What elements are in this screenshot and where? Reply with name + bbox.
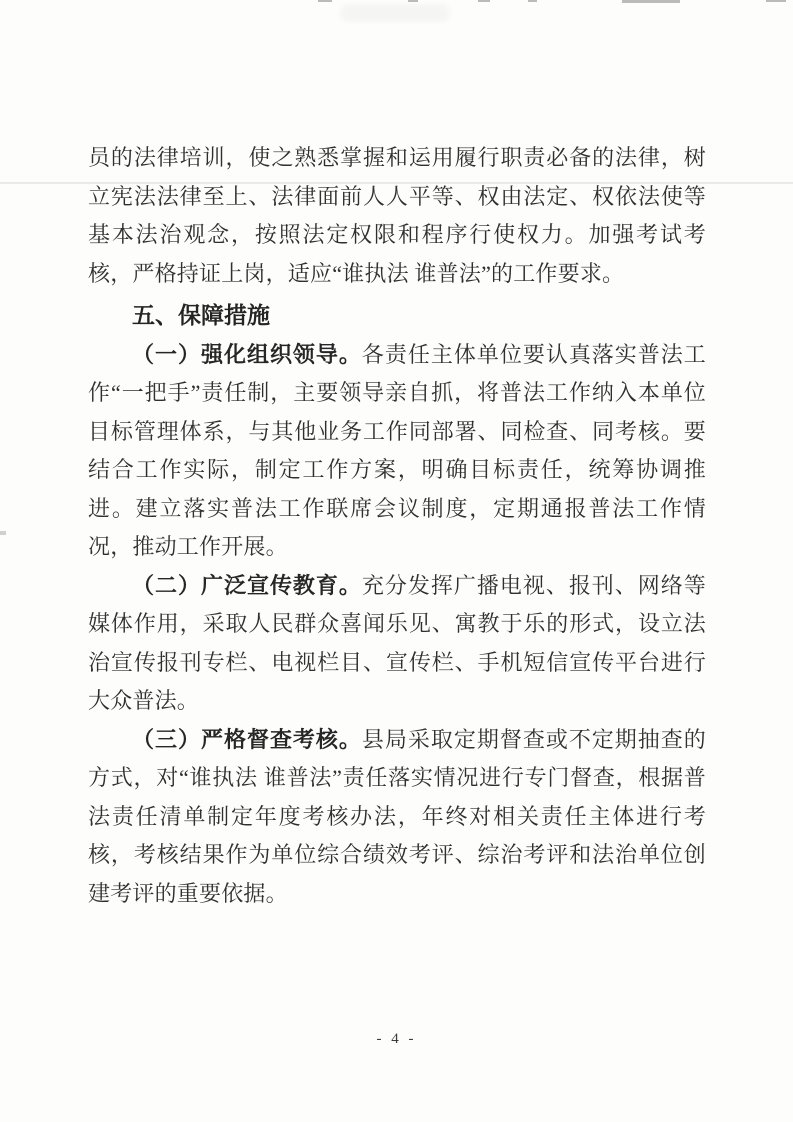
document-body [88,139,706,913]
paragraph-continuation: 员的法律培训，使之熟悉掌握和运用履行职责必备的法律，树立宪法法律至上、法律面前人人平等、权由法定、权依法使等基本法治观念，按照法定权限和程序行使权力。加强考试考核，严格持证上岗，适应“谁执法 谁普法”的工作要求。 [88,145,706,286]
section-heading: 五、保障措施 [132,303,270,328]
item-3-text: 县局采取定期督查或不定期抽查的方式，对“谁执法 谁普法”责任落实情况进行专门督查，根据普法责任清单制定年度考核办法，年终对相关责任主体进行考核，考核结果作为单位综合绩效考评、综治考评和法治单位创建考评的重要依据。 [88,726,706,906]
item-2-text: 充分发挥广播电视、报刊、网络等媒体作用，采取人民群众喜闻乐见、寓教于乐的形式，设立法治宣传报刊专栏、电视栏目、宣传栏、手机短信宣传平台进行大众普法。 [88,572,706,713]
scan-smudge-artifact [340,4,450,22]
scan-edge-artifact [528,0,537,2]
page-footer [0,1030,793,1048]
scan-edge-artifact [478,0,490,2]
scan-edge-artifact [0,531,6,535]
scan-edge-artifact [766,0,786,2]
paragraph-item-3 [88,721,706,914]
page-number: - 4 - [376,1031,417,1047]
scan-edge-artifact [318,0,332,2]
item-2-lead: （二）广泛宣传教育。 [132,572,362,598]
scan-edge-artifact [408,0,418,2]
paragraph-item-1 [88,336,706,567]
item-1-text: 各责任主体单位要认真落实普法工作“一把手”责任制，主要领导亲自抓，将普法工作纳入本单位目标管理体系，与其他业务工作同部署、同检查、同考核。要结合工作实际，制定工作方案，明确目标责任，统筹协调推进。建立落实普法工作联席会议制度，定期通报普法工作情况，推动工作开展。 [88,341,706,559]
item-3-lead: （三）严格督查考核。 [132,726,362,752]
item-1-lead: （一）强化组织领导。 [132,341,362,367]
scan-edge-artifact [622,0,680,3]
paragraph-item-2 [88,567,706,721]
